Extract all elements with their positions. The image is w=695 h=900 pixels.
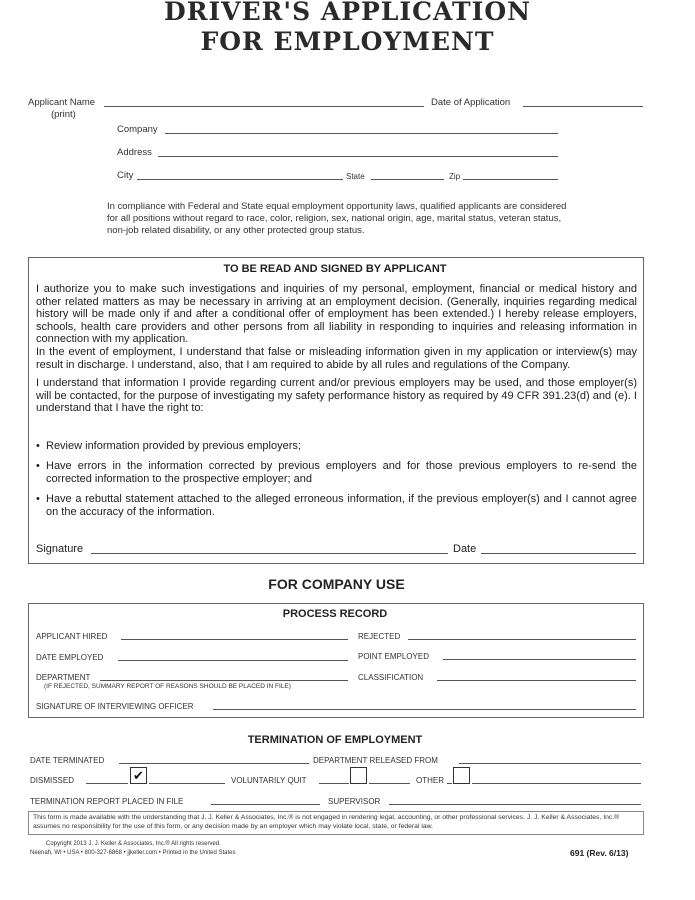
voluntarily-quit-checkbox[interactable] [350,767,367,784]
date-employed-field[interactable] [118,660,348,661]
date-of-application-label: Date of Application [431,97,511,108]
report-in-file-label: TERMINATION REPORT PLACED IN FILE [30,797,184,806]
department-released-field[interactable] [459,763,641,764]
address-label: Address [117,147,152,158]
termination-heading: TERMINATION OF EMPLOYMENT [247,734,423,746]
bullet-icon: • [36,440,40,452]
copyright-text: Copyright 2013 J. J. Keller & Associates, Inc.® All rights reserved. [46,841,221,847]
zip-label: Zip [449,172,461,181]
report-in-file-field[interactable] [211,804,320,805]
process-record-heading: PROCESS RECORD [282,608,388,620]
bullet-icon: • [36,460,40,472]
voluntarily-quit-label: VOLUNTARILY QUIT [231,776,307,785]
dismissed-label: DISMISSED [30,776,75,785]
signature-date-field[interactable] [481,553,636,554]
address-field[interactable] [158,156,558,157]
rejected-label: REJECTED [358,632,401,641]
other-checkbox[interactable] [453,767,470,784]
voluntarily-quit-line-right [369,783,410,784]
other-field[interactable] [472,783,641,784]
disclaimer-text: This form is made available with the understanding that J. J. Keller & Associates, Inc.® is not engaged in rendering legal, accounting, or other professional services. J. J. Keller & Associates, Inc.® assumes no responsibility for the use of this form, or any decision made by an employer which may violate local, state, or federal law. [33,814,620,830]
city-field[interactable] [137,179,343,180]
applicant-hired-field[interactable] [121,639,348,640]
date-of-application-field[interactable] [523,106,643,107]
applicant-signature-field[interactable] [91,553,448,554]
bullet-item: Have errors in the information corrected by previous employers and for those previous employers to re-send the corrected information to the prospective employer; and [46,460,637,485]
print-label: (print) [51,109,76,120]
applicant-hired-label: APPLICANT HIRED [36,632,108,641]
authorization-para-3: I understand that information I provide regarding current and/or previous employers may be used, and those employer(s) will be contacted, for the purpose of investigating my safety performance history as required by 49 CFR 391.23(d) and (e). I understand that I have the right to: [36,377,637,415]
classification-label: CLASSIFICATION [358,673,424,682]
authorization-heading: TO BE READ AND SIGNED BY APPLICANT [223,263,447,275]
state-field[interactable] [371,179,444,180]
date-terminated-label: DATE TERMINATED [30,756,105,765]
company-use-heading: FOR COMPANY USE [268,576,405,592]
bullet-item: Review information provided by previous employers; [46,440,301,452]
point-employed-field[interactable] [443,659,636,660]
classification-field[interactable] [437,680,636,681]
bullet-icon: • [36,493,40,505]
authorization-para-2: In the event of employment, I understand that false or misleading information given in my application or interview(s) may result in discharge. I understand, also, that I am required to abide by all rules and regulations of the Company. [36,345,637,371]
dismissed-line [86,783,128,784]
other-label: OTHER [416,776,444,785]
eeo-statement: In compliance with Federal and State equal employment opportunity laws, qualified applicants are considered for all positions without regard to race, color, religion, sex, national origin, age, marital status, veteran status, non-job related disability, or any other protected group status. [107,201,567,236]
signature-label: Signature [36,543,84,555]
state-label: State [346,172,365,181]
form-number: 691 (Rev. 6/13) [570,848,629,858]
supervisor-label: SUPERVISOR [328,797,381,806]
date-terminated-field[interactable] [119,763,309,764]
contact-text: Neenah, WI • USA • 800-327-6868 • jjkeller.com • Printed in the United States [30,850,236,856]
signature-date-label: Date [453,543,477,555]
form-title-line-2: FOR EMPLOYMENT [200,27,495,56]
department-label: DEPARTMENT [36,673,91,682]
dismissed-checkbox[interactable]: ✔ [130,767,147,784]
applicant-name-field[interactable] [104,106,424,107]
voluntarily-quit-line [319,783,349,784]
point-employed-label: POINT EMPLOYED [358,652,429,661]
authorization-text [36,283,637,415]
company-label: Company [117,124,158,135]
company-field[interactable] [165,133,558,134]
department-released-label: DEPARTMENT RELEASED FROM [313,756,438,765]
other-line [447,783,452,784]
signature-officer-field[interactable] [213,709,636,710]
zip-field[interactable] [463,179,558,180]
dismissed-line-right [149,783,225,784]
applicant-name-label: Applicant Name [28,97,96,108]
signature-officer-label: SIGNATURE OF INTERVIEWING OFFICER [36,702,194,711]
department-note: (IF REJECTED, SUMMARY REPORT OF REASONS SHOULD BE PLACED IN FILE) [44,683,291,690]
date-employed-label: DATE EMPLOYED [36,653,104,662]
department-field[interactable] [100,680,348,681]
supervisor-field[interactable] [389,804,641,805]
city-label: City [117,170,134,181]
form-title-line-1: DRIVER'S APPLICATION [164,0,531,26]
authorization-para-1: I authorize you to make such investigations and inquiries of my personal, employment, financial or medical history and other related matters as may be necessary in arriving at an employment decision. (Generally, inquiries regarding medical history will be made only if and after a conditional offer of employment has been extended.) I hereby release employers, schools, health care providers and other persons from all liability in responding to inquiries and releasing information in connection with my application. [36,283,637,346]
bullet-item: Have a rebuttal statement attached to the alleged erroneous information, if the previous employer(s) and I cannot agree on the accuracy of the information. [46,493,637,518]
rejected-field[interactable] [408,639,636,640]
